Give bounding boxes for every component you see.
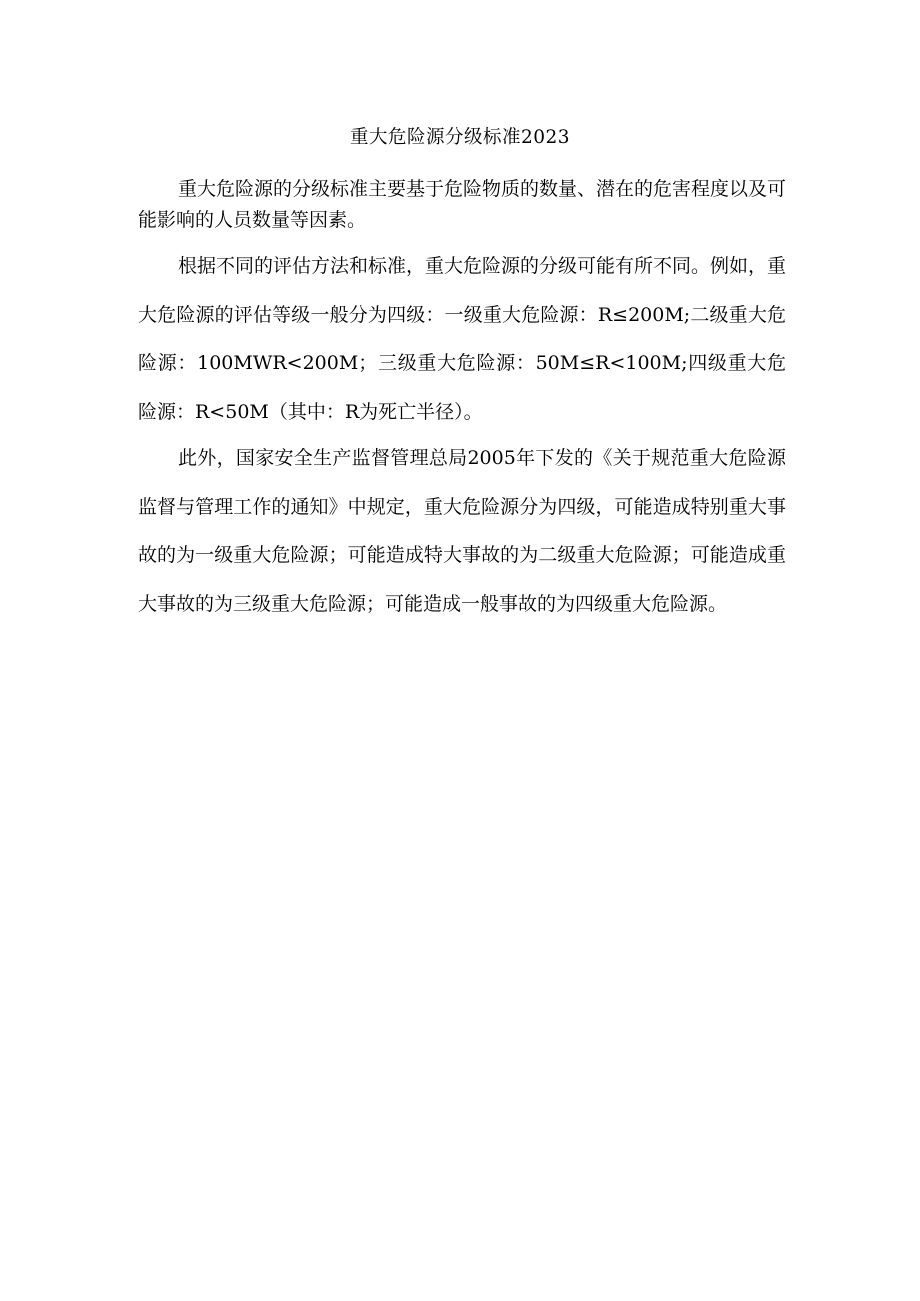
paragraph-intro: 重大危险源的分级标准主要基于危险物质的数量、潜在的危害程度以及可能影响的人员数量等因素。 — [138, 178, 787, 231]
paragraph-regulation: 此外，国家安全生产监督管理总局2005年下发的《关于规范重大危险源监督与管理工作的通知》中规定，重大危险源分为四级，可能造成特别重大事故的为一级重大危险源；可能造成特大事故的为二级重大危险源；可能造成重大事故的为三级重大危险源；可能造成一般事故的为四级重大危险源。 — [138, 447, 786, 615]
paragraph-classification: 根据不同的评估方法和标准，重大危险源的分级可能有所不同。例如，重大危险源的评估等级一般分为四级：一级重大危险源：R≤200M;二级重大危险源：100MWR<200M；三级重大危险源：50M≤R<100M;四级重大危险源：R<50M（其中：R为死亡半径）。 — [138, 255, 787, 423]
document-title: 重大危险源分级标准2023 — [349, 127, 571, 148]
